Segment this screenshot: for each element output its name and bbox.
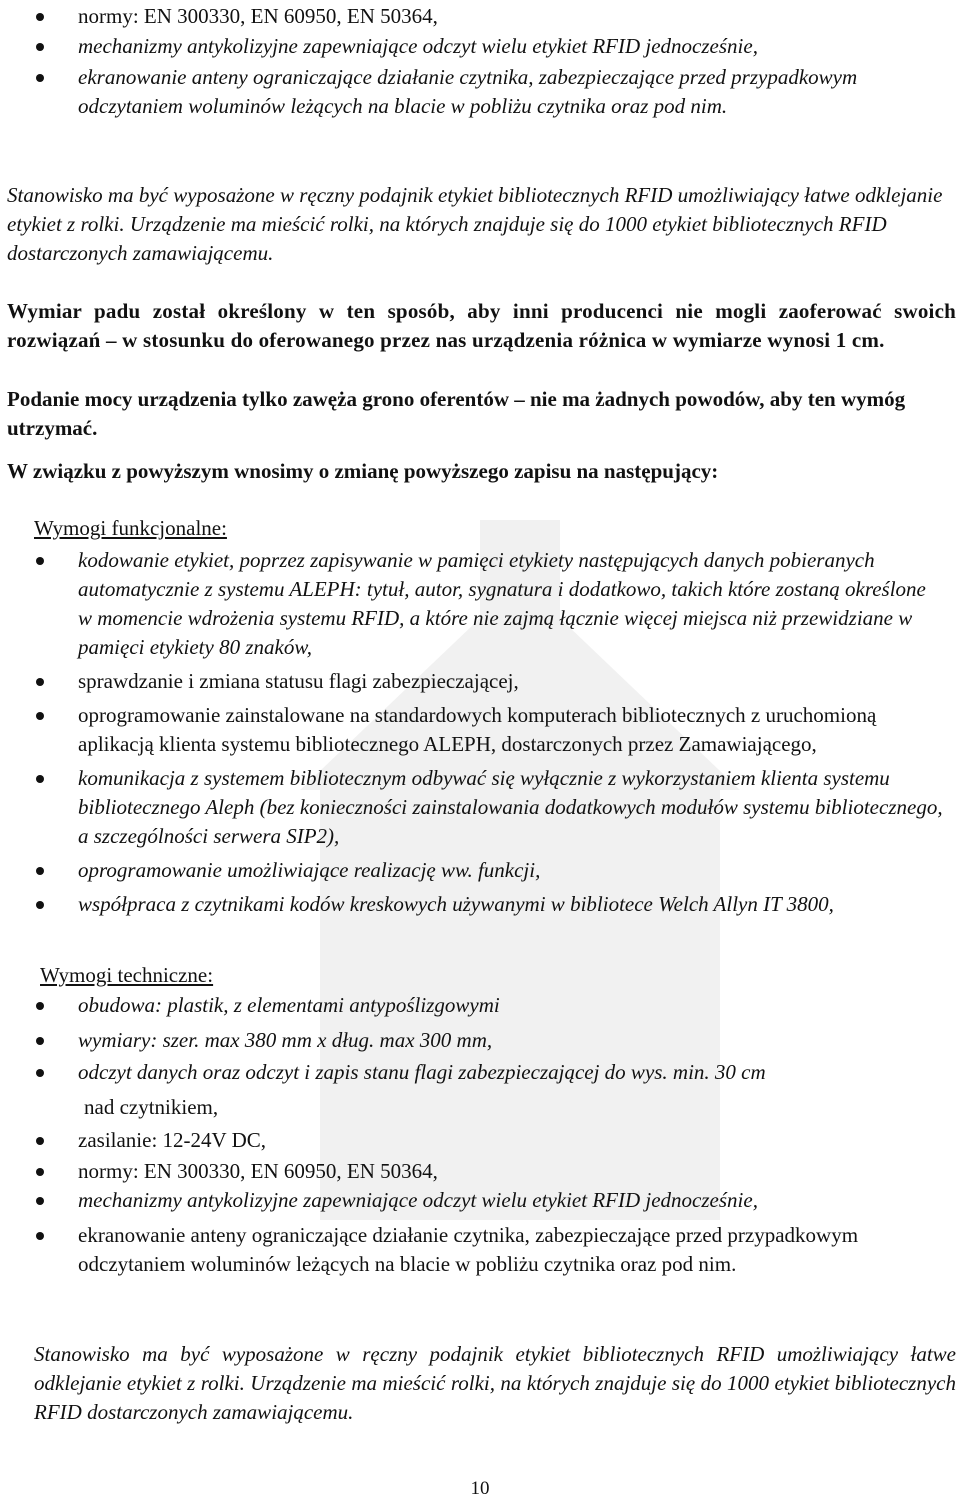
bullet-icon [36, 712, 44, 720]
top-bullet-list [0, 2, 960, 121]
bullet-icon [36, 901, 44, 909]
bullet-icon [36, 13, 44, 21]
bullet-icon [36, 1232, 44, 1240]
list-item: mechanizmy antykolizyjne zapewniające odczyt wielu etykiet RFID jednocześnie, [78, 32, 940, 63]
change-request-paragraph: W związku z powyższym wnosimy o zmianę powyższego zapisu na następujący: [7, 459, 719, 483]
pad-dimension-paragraph: Wymiar padu został określony w ten sposób, aby inni producenci nie mogli zaoferować swoich rozwiązań – w stosunku do oferowanego przez nas urządzenia różnica w wymiarze wynosi 1 cm. [7, 299, 956, 352]
rfid-dispenser-paragraph: Stanowisko ma być wyposażone w ręczny podajnik etykiet bibliotecznych RFID umożliwiający łatwe odklejanie etykiet z rolki. Urządzenie ma mieścić rolki, na których znajduje się do 1000 etykiet bibliotecznych RFID dostarczonych zamawiającemu. [7, 183, 943, 265]
bullet-icon [36, 1168, 44, 1176]
list-item: odczyt danych oraz odczyt i zapis stanu flagi zabezpieczającej do wys. min. 30 cm [78, 1058, 940, 1088]
list-item: kodowanie etykiet, poprzez zapisywanie w pamięci etykiety następujących danych pobieranych automatycznie z systemu ALEPH: tytuł, autor, sygnatura i dodatkowo, takich które zostaną określone w momencie wdrożenia systemu RFID, a które nie zajmą łącznie więcej miejsca niż przewidziane w pamięci etykiety 80 znaków, [78, 546, 930, 662]
bullet-icon [36, 1197, 44, 1205]
functional-requirements-heading: Wymogi funkcjonalne: [34, 516, 227, 540]
functional-requirements-list [0, 546, 960, 919]
power-requirement-paragraph: Podanie mocy urządzenia tylko zawęża grono oferentów – nie ma żadnych powodów, aby ten wymóg utrzymać. [7, 387, 906, 440]
bullet-icon [36, 867, 44, 875]
bullet-icon [36, 1069, 44, 1077]
bullet-icon [36, 74, 44, 82]
technical-requirements-list-cont [0, 1126, 960, 1279]
bullet-icon [36, 775, 44, 783]
page-number: 10 [470, 1478, 490, 1499]
list-item: mechanizmy antykolizyjne zapewniające odczyt wielu etykiet RFID jednocześnie, [78, 1186, 940, 1221]
bullet-icon [36, 1002, 44, 1010]
bullet-icon [36, 678, 44, 686]
bullet-icon [36, 557, 44, 565]
technical-requirements-list [0, 991, 960, 1088]
list-item: ekranowanie anteny ograniczające działanie czytnika, zabezpieczające przed przypadkowym odczytaniem woluminów leżących na blacie w pobliżu czytnika oraz pod nim. [78, 63, 940, 121]
list-item: normy: EN 300330, EN 60950, EN 50364, [78, 2, 940, 32]
list-continuation-text: nad czytnikiem, [84, 1095, 219, 1119]
list-item: wymiary: szer. max 380 mm x dług. max 300 mm, [78, 1026, 940, 1058]
list-item: sprawdzanie i zmiana statusu flagi zabezpieczającej, [78, 667, 940, 696]
technical-requirements-heading: Wymogi techniczne: [40, 963, 214, 987]
list-item: ekranowanie anteny ograniczające działanie czytnika, zabezpieczające przed przypadkowym odczytaniem woluminów leżących na blacie w pobliżu czytnika oraz pod nim. [78, 1221, 940, 1279]
list-item: zasilanie: 12-24V DC, [78, 1126, 940, 1157]
bullet-icon [36, 1037, 44, 1045]
list-item: normy: EN 300330, EN 60950, EN 50364, [78, 1157, 940, 1186]
list-item: oprogramowanie zainstalowane na standardowych komputerach bibliotecznych z uruchomioną aplikacją klienta systemu bibliotecznego ALEPH, dostarczonych przez Zamawiającego, [78, 701, 928, 759]
list-item: współpraca z czytnikami kodów kreskowych używanymi w bibliotece Welch Allyn IT 3800, [78, 890, 938, 919]
list-item: obudowa: plastik, z elementami antypoślizgowymi [78, 991, 940, 1026]
bullet-icon [36, 1137, 44, 1145]
list-item: komunikacja z systemem bibliotecznym odbywać się wyłącznie z wykorzystaniem klienta systemu bibliotecznego Aleph (bez konieczności zainstalowania dodatkowych modułów systemu bibliotecznego, a szczególności serwera SIP2), [78, 764, 948, 851]
rfid-dispenser-paragraph-bottom: Stanowisko ma być wyposażone w ręczny podajnik etykiet bibliotecznych RFID umożliwiający łatwe odklejanie etykiet z rolki. Urządzenie ma mieścić rolki, na których znajduje się do 1000 etykiet bibliotecznych RFID dostarczonych zamawiającemu. [34, 1342, 956, 1424]
list-item: oprogramowanie umożliwiające realizację ww. funkcji, [78, 856, 940, 885]
bullet-icon [36, 43, 44, 51]
